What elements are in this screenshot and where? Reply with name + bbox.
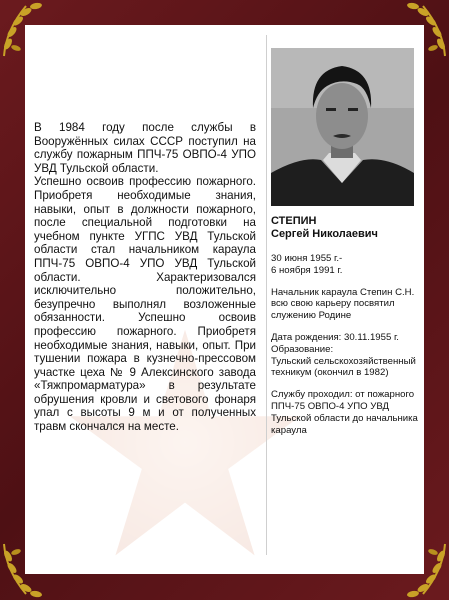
biography-text	[34, 121, 256, 434]
name-block	[271, 215, 421, 241]
info-column	[271, 215, 421, 446]
death-day: 6 ноября 1991 г.	[271, 264, 343, 276]
life-dates	[271, 253, 421, 277]
service-record: Службу проходил: от пожарного ППЧ-75 ОВПО-4 УПО УВД Тульской области до начальника караула	[271, 389, 418, 436]
memorial-page	[25, 25, 424, 574]
education-value: Тульский сельскохозяйственный техникум (окончил в 1982)	[271, 355, 416, 379]
surname: СТЕПИН	[271, 215, 317, 227]
birth-day: 30 июня 1955 г.-	[271, 253, 343, 264]
education-label: Образование:	[271, 343, 334, 355]
photo-caption: Начальник караула Степин С.Н. всю свою карьеру посвятил служению Родине	[271, 286, 415, 322]
education-block	[271, 332, 421, 379]
biography-paragraph: В 1984 году после службы в Вооружённых силах СССР поступил на службу пожарным ППЧ-75 ОВПО-4 УПО УВД Тульской области.	[34, 121, 256, 175]
column-divider	[266, 35, 267, 555]
given-names: Сергей Николаевич	[271, 228, 378, 240]
biography-paragraph: Успешно освоив профессию пожарного. Приобретя необходимые знания, навыки, опыт в должности пожарного, после специальной подготовки на учебном пункте УГПС УВД Тульской области стал начальником караула ППЧ-75 ОВПО-4 УПО УВД Тульской области. Характеризовался исключительно положительно, безупречно выполнял возложенные обязанности. Успешно освоив профессию пожарного. Приобретя необходимые знания, навыки, опыт. При тушении пожара в кузнечно-прессовом участке цеха № 9 Алексинского завода «Тяжпромарматура» в результате обрушения кровли и светового фонаря упал с высоты 9 м и от полученных травм скончался на месте.	[34, 175, 256, 434]
portrait-photo	[271, 48, 414, 206]
birth-date: Дата рождения: 30.11.1955 г.	[271, 331, 399, 343]
